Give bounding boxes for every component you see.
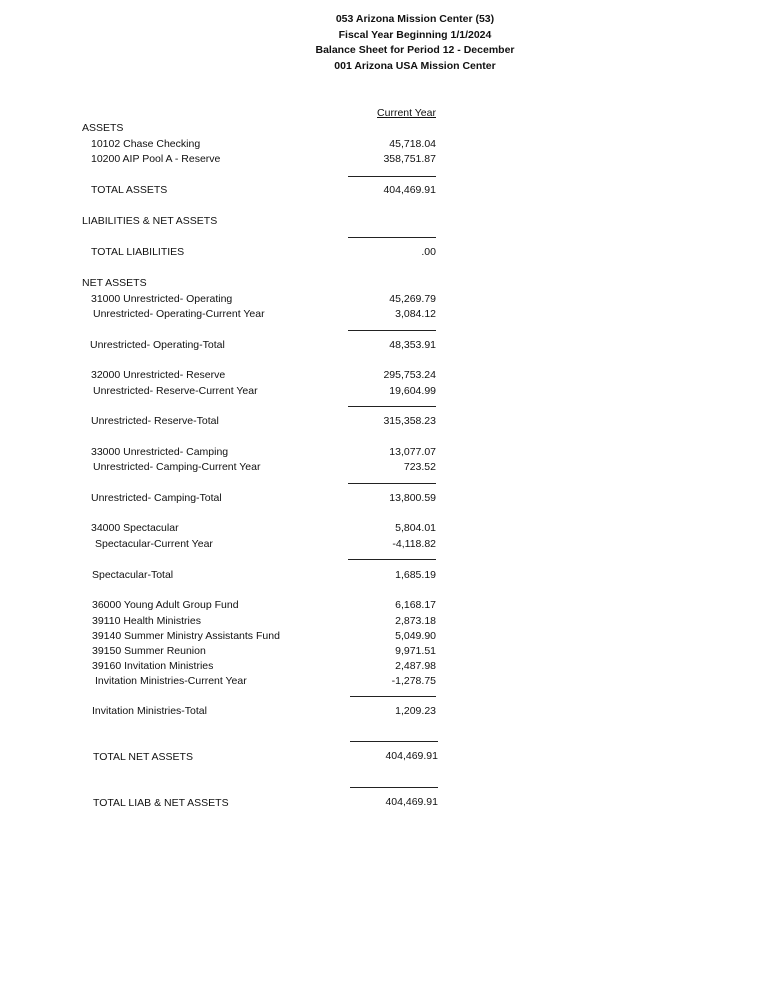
net-asset-row-label: 34000 Spectacular <box>91 522 179 534</box>
net-asset-row-value: 723.52 <box>403 461 436 473</box>
entity-line: 001 Arizona USA Mission Center <box>334 60 496 72</box>
fiscal-year-line: Fiscal Year Beginning 1/1/2024 <box>338 29 492 41</box>
net-assets-heading: NET ASSETS <box>82 277 147 289</box>
net-asset-row-value: 295,753.24 <box>383 369 436 381</box>
total-liabilities-label: TOTAL LIABILITIES <box>91 246 185 258</box>
column-header-current-year: Current Year <box>377 107 436 119</box>
total-assets-label: TOTAL ASSETS <box>91 184 168 196</box>
net-asset-row-value: 5,049.90 <box>395 630 436 642</box>
net-asset-row-value: 45,269.79 <box>389 293 436 305</box>
grand-total-label: TOTAL LIAB & NET ASSETS <box>93 797 229 809</box>
subtotal-label: Unrestricted- Reserve-Total <box>91 415 219 427</box>
total-liabilities-value: .00 <box>421 246 436 258</box>
subtotal-value: 1,685.19 <box>395 569 436 581</box>
net-asset-row-label: 39150 Summer Reunion <box>92 645 206 657</box>
net-asset-row-value: 2,487.98 <box>395 660 436 672</box>
net-asset-row-value: 3,084.12 <box>395 308 436 320</box>
grand-total-value: 404,469.91 <box>385 796 438 808</box>
total-net-assets-label: TOTAL NET ASSETS <box>93 751 193 763</box>
report-title: 053 Arizona Mission Center (53) <box>335 13 495 25</box>
net-asset-row-label: 31000 Unrestricted- Operating <box>91 293 233 305</box>
net-asset-row-label: 39140 Summer Ministry Assistants Fund <box>92 630 280 642</box>
subtotal-value: 315,358.23 <box>383 415 436 427</box>
net-asset-row-label: Unrestricted- Reserve-Current Year <box>93 385 258 397</box>
total-assets-value: 404,469.91 <box>383 184 436 196</box>
total-net-assets-value: 404,469.91 <box>385 750 438 762</box>
subtotal-value: 48,353.91 <box>389 339 436 351</box>
subtotal-rule <box>348 406 436 407</box>
subtotal-rule <box>348 330 436 331</box>
net-asset-row-value: 19,604.99 <box>389 385 436 397</box>
net-asset-row-value: 9,971.51 <box>395 645 436 657</box>
net-asset-row-label: 33000 Unrestricted- Camping <box>91 446 229 458</box>
subtotal-rule <box>348 483 436 484</box>
net-asset-row-label: Invitation Ministries-Current Year <box>95 675 247 687</box>
subtotal-label: Unrestricted- Operating-Total <box>90 339 225 351</box>
net-asset-row-label: 36000 Young Adult Group Fund <box>92 599 239 611</box>
net-asset-row-label: 39160 Invitation Ministries <box>92 660 214 672</box>
net-asset-row-value: 5,804.01 <box>395 522 436 534</box>
subtotal-label: Invitation Ministries-Total <box>92 705 207 717</box>
net-asset-row-label: 39110 Health Ministries <box>92 615 201 627</box>
asset-row-label: 10102 Chase Checking <box>91 138 201 150</box>
total-rule <box>350 787 438 788</box>
net-asset-row-label: Unrestricted- Operating-Current Year <box>93 308 265 320</box>
net-asset-row-value: 6,168.17 <box>395 599 436 611</box>
subtotal-rule <box>348 176 436 177</box>
net-asset-row-label: Spectacular-Current Year <box>95 538 213 550</box>
net-asset-row-label: 32000 Unrestricted- Reserve <box>91 369 226 381</box>
assets-heading: ASSETS <box>82 122 124 134</box>
subtotal-rule <box>350 696 436 697</box>
asset-row-value: 358,751.87 <box>383 153 436 165</box>
subtotal-label: Unrestricted- Camping-Total <box>91 492 222 504</box>
net-asset-row-value: -1,278.75 <box>391 675 436 687</box>
subtotal-value: 13,800.59 <box>389 492 436 504</box>
subtotal-label: Spectacular-Total <box>92 569 174 581</box>
report-period-line: Balance Sheet for Period 12 - December <box>315 44 515 56</box>
net-asset-row-label: Unrestricted- Camping-Current Year <box>93 461 261 473</box>
subtotal-rule <box>348 237 436 238</box>
asset-row-value: 45,718.04 <box>389 138 436 150</box>
subtotal-value: 1,209.23 <box>395 705 436 717</box>
asset-row-label: 10200 AIP Pool A - Reserve <box>91 153 221 165</box>
net-asset-row-value: 13,077.07 <box>389 446 436 458</box>
liabilities-heading: LIABILITIES & NET ASSETS <box>82 215 218 227</box>
net-asset-row-value: -4,118.82 <box>392 538 436 550</box>
subtotal-rule <box>348 559 436 560</box>
net-asset-row-value: 2,873.18 <box>395 615 436 627</box>
total-rule <box>350 741 438 742</box>
